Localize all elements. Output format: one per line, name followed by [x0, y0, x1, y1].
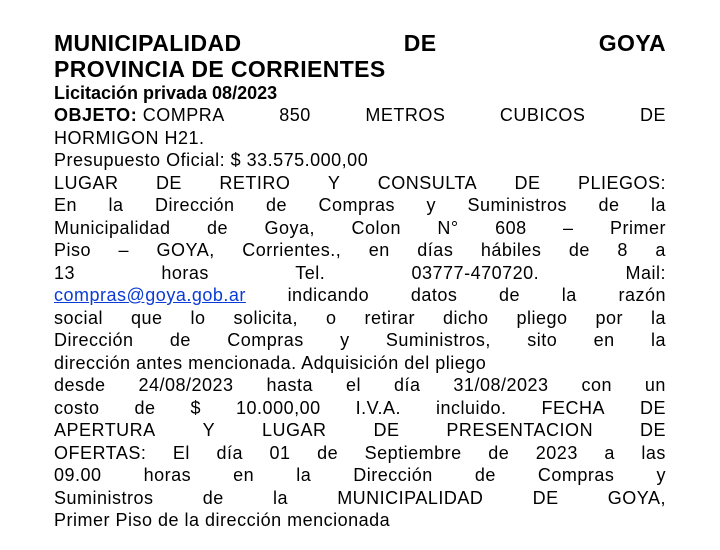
word: COMPRA	[142, 105, 225, 125]
word: la	[108, 195, 124, 215]
word: –	[563, 217, 574, 238]
word: APERTURA	[54, 420, 156, 440]
word: CONSULTA	[377, 172, 478, 193]
lugar-line-8	[54, 329, 666, 352]
word: día	[393, 375, 421, 395]
word: Suministros	[54, 487, 154, 508]
word: Corrientes.,	[242, 240, 342, 260]
word: el	[346, 375, 362, 395]
word: sito	[527, 330, 558, 350]
word: Dirección	[353, 465, 433, 485]
lugar-line-12	[54, 419, 666, 442]
lugar-line-9: dirección antes mencionada. Adquisición del pliego	[54, 352, 487, 373]
objeto-label: OBJETO:	[54, 105, 138, 125]
word: El	[172, 442, 190, 463]
word: de	[474, 465, 496, 485]
lugar-line-5	[54, 262, 666, 285]
word: indicando	[287, 285, 370, 305]
word: solicita,	[233, 307, 299, 328]
lugar-line-4	[54, 239, 666, 262]
word: LUGAR	[54, 172, 119, 193]
word: a	[655, 240, 666, 260]
price: 10.000,00	[236, 397, 321, 418]
word: y	[656, 465, 666, 485]
word: lo	[190, 307, 206, 328]
word: DE	[639, 397, 666, 418]
lugar-line-10	[54, 374, 666, 397]
word: las	[641, 442, 666, 463]
word: hábiles	[480, 240, 542, 260]
word: que	[131, 307, 163, 328]
word: Septiembre	[364, 442, 462, 463]
word: Primer	[610, 217, 666, 238]
word: en	[233, 465, 255, 485]
word: –	[118, 240, 130, 260]
budget-line: Presupuesto Oficial: $ 33.575.000,00	[54, 150, 369, 170]
word: I.V.A.	[355, 397, 401, 418]
word: la	[650, 330, 666, 350]
lugar-line-16: Primer Piso de la dirección mencionada	[54, 510, 391, 530]
word: costo	[54, 397, 100, 418]
tender-notice	[54, 30, 666, 532]
lugar-line-7	[54, 307, 666, 330]
word: de	[169, 330, 191, 350]
word: la	[296, 465, 312, 485]
word: pliego	[516, 307, 568, 328]
word: de	[207, 217, 229, 238]
word: la	[650, 307, 666, 328]
word: y	[426, 195, 436, 215]
word: Suministros	[467, 195, 567, 215]
lugar-line-1	[54, 172, 666, 195]
word: Piso	[54, 240, 92, 260]
word: de	[598, 195, 620, 215]
word: con	[581, 375, 612, 395]
word: 850	[279, 105, 311, 125]
word: PLIEGOS:	[577, 172, 666, 193]
word: horas	[161, 262, 209, 283]
lugar-line-11	[54, 397, 666, 420]
objeto-line-1	[54, 104, 666, 127]
word: DE	[514, 172, 541, 193]
title-word: DE	[403, 30, 437, 56]
word: FECHA	[541, 397, 605, 418]
word: desde	[54, 375, 106, 395]
word: Dirección	[154, 195, 235, 215]
lugar-line-15	[54, 487, 666, 510]
word: la	[272, 487, 288, 508]
word: de	[134, 397, 156, 418]
word: días	[417, 240, 454, 260]
word: datos	[410, 285, 458, 305]
word: $	[190, 397, 202, 418]
word: RETIRO	[219, 172, 291, 193]
word: METROS	[365, 105, 446, 125]
word: En	[54, 195, 78, 215]
phone-number: 03777-470720.	[411, 262, 540, 283]
word: DE	[155, 172, 182, 193]
word: DE	[373, 420, 400, 440]
word: de	[568, 240, 590, 260]
email-link[interactable]: compras@goya.gob.ar	[54, 285, 246, 305]
word: Dirección	[54, 330, 134, 350]
tender-number: Licitación privada 08/2023	[54, 83, 278, 103]
word: razón	[618, 285, 666, 305]
word: DE	[639, 105, 666, 125]
title-line-1	[54, 30, 666, 56]
word: horas	[143, 465, 192, 485]
lugar-line-14	[54, 464, 666, 487]
word: 608	[495, 217, 527, 238]
word: día	[216, 442, 243, 463]
word: retirar	[364, 307, 415, 328]
word: de	[499, 285, 521, 305]
word: 01	[269, 442, 291, 463]
word: la	[650, 195, 666, 215]
word: GOYA,	[156, 240, 215, 260]
word: PRESENTACION	[446, 420, 594, 440]
word: Compras	[227, 330, 304, 350]
lugar-line-2	[54, 194, 666, 217]
word: OFERTAS:	[54, 442, 147, 463]
word: N°	[437, 217, 459, 238]
word: la	[561, 285, 577, 305]
word: o	[326, 307, 337, 328]
title-word: GOYA	[598, 30, 666, 56]
word: Mail:	[625, 262, 666, 283]
word: Compras	[537, 465, 615, 485]
objeto-line-2: HORMIGON H21.	[54, 127, 205, 148]
date-to: 31/08/2023	[453, 375, 549, 395]
word: DE	[532, 487, 559, 508]
word: 13	[54, 262, 76, 283]
word: GOYA,	[607, 487, 666, 508]
word: CUBICOS	[499, 105, 586, 125]
word: de	[488, 442, 510, 463]
word: 8	[617, 240, 628, 260]
word: por	[595, 307, 623, 328]
word: de	[317, 442, 339, 463]
lugar-line-6	[54, 284, 666, 307]
word: dicho	[442, 307, 489, 328]
word: LUGAR	[262, 420, 327, 440]
lugar-line-13	[54, 442, 666, 465]
word: Tel.	[295, 262, 326, 283]
word: y	[340, 330, 350, 350]
word: Municipalidad	[54, 217, 171, 238]
word: DE	[639, 420, 666, 440]
word: Goya,	[264, 217, 316, 238]
word: 2023	[535, 442, 578, 463]
word: hasta	[266, 375, 314, 395]
word: Suministros,	[385, 330, 491, 350]
notice-body	[54, 104, 666, 532]
lugar-line-3	[54, 217, 666, 240]
word: un	[644, 375, 666, 395]
title-line-2: PROVINCIA DE CORRIENTES	[54, 56, 386, 82]
word: social	[54, 307, 104, 328]
word: Y	[327, 172, 341, 193]
word: incluido.	[435, 397, 507, 418]
word: en	[368, 240, 390, 260]
word: MUNICIPALIDAD	[337, 487, 484, 508]
word: Colon	[351, 217, 401, 238]
word: de	[265, 195, 288, 215]
date-from: 24/08/2023	[138, 375, 234, 395]
title-word: MUNICIPALIDAD	[54, 30, 242, 56]
word: 09.00	[54, 465, 102, 485]
word: a	[604, 442, 615, 463]
word: en	[593, 330, 615, 350]
word: Compras	[318, 195, 396, 215]
word: de	[202, 487, 224, 508]
word: Y	[202, 420, 216, 440]
